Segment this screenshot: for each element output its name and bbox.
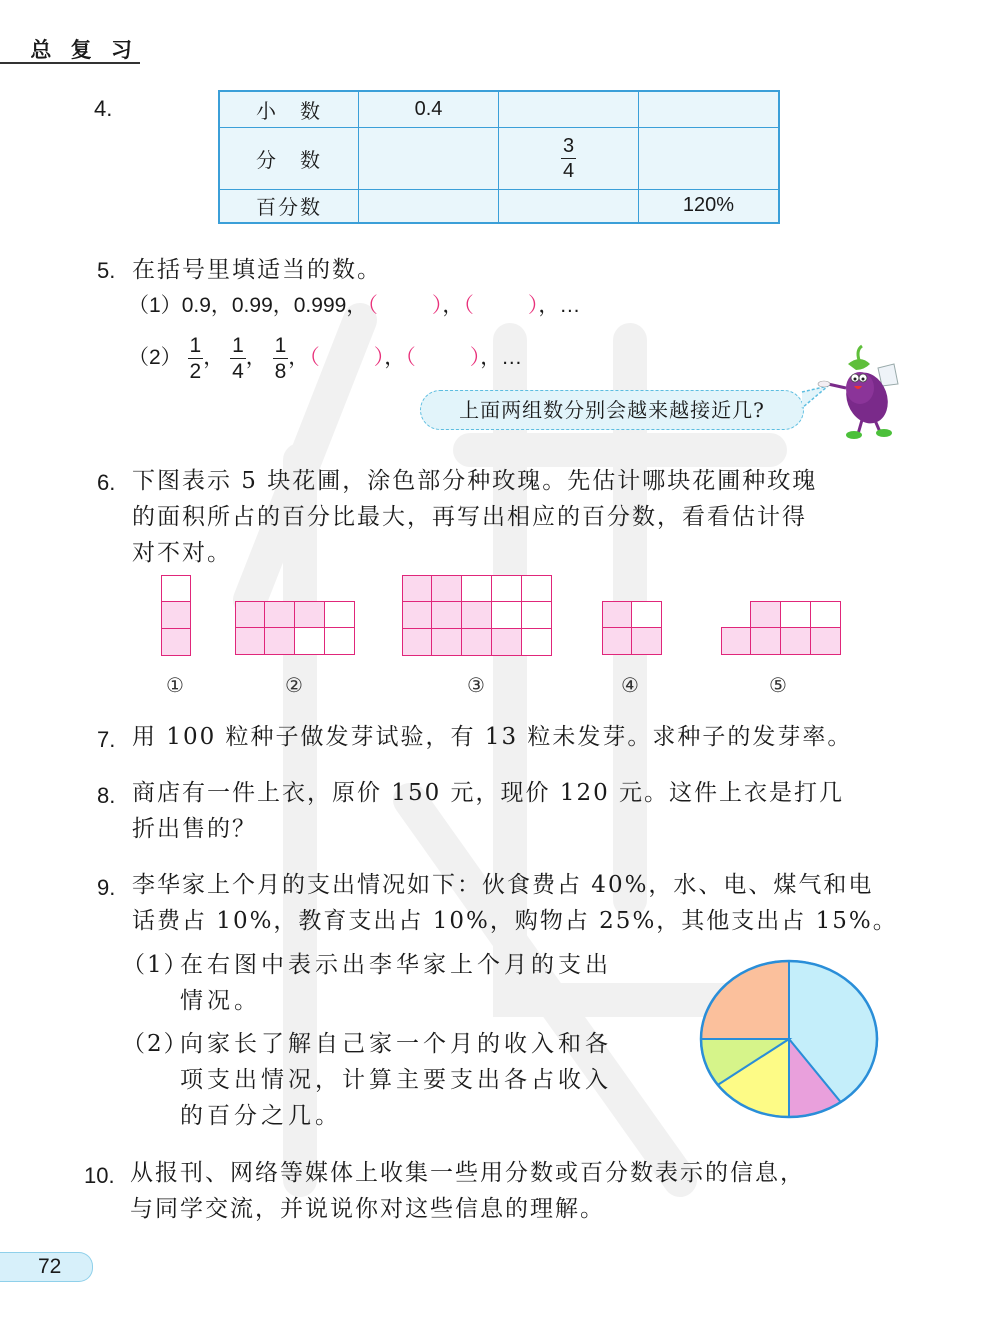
shaded-cell	[264, 627, 295, 655]
q9-part1-line-2: 情况。	[180, 988, 261, 1014]
unshaded-cell	[324, 601, 355, 628]
cell-fraction-2[interactable]	[499, 127, 639, 189]
expense-pie-chart[interactable]	[698, 958, 882, 1120]
q8-number: 8.	[97, 783, 116, 808]
section-title: 总 复 习	[30, 37, 138, 62]
shaded-cell	[402, 601, 432, 629]
q10-number: 10.	[84, 1163, 115, 1188]
q7-number: 7.	[97, 727, 116, 752]
numerator: 1	[189, 333, 202, 357]
q6-line-2: 的面积所占的百分比最大，再写出相应的百分数，看看估计得	[132, 504, 807, 530]
close-paren: ）	[431, 294, 443, 317]
q5-part2	[128, 333, 522, 383]
cell-percent-2[interactable]	[499, 189, 639, 223]
comma: ，	[384, 346, 406, 369]
comma: ，	[538, 294, 560, 317]
page-number-badge	[0, 1252, 93, 1282]
q5-part1	[128, 287, 580, 325]
garden-label-3: ③	[467, 673, 485, 697]
cell-percent-1[interactable]	[359, 189, 499, 223]
q9-part1-label: （1）	[122, 952, 189, 978]
q5-number: 5.	[97, 258, 116, 283]
denominator: 4	[232, 359, 244, 383]
q10-line-1: 从报刊、网络等媒体上收集一些用分数或百分数表示的信息，	[130, 1160, 805, 1186]
q9-part2-line-2: 项支出情况，计算主要支出各占收入	[180, 1067, 612, 1093]
cell-decimal-2[interactable]	[499, 91, 639, 127]
row-label-fraction: 分 数	[219, 127, 359, 189]
unshaded-cell	[780, 601, 811, 628]
garden-label-2: ②	[285, 673, 303, 697]
row-label-decimal: 小 数	[219, 91, 359, 127]
q8-line-2: 折出售的？	[132, 816, 257, 842]
comma: ，	[288, 346, 310, 369]
shaded-cell	[431, 601, 462, 629]
q9-part2-label: （2）	[122, 1031, 189, 1057]
table-row	[219, 91, 779, 127]
q9-part2-line-1: 向家长了解自己家一个月的收入和各	[180, 1031, 612, 1057]
eggplant-mascot-icon	[812, 340, 912, 440]
unshaded-cell	[521, 601, 552, 629]
shaded-cell	[491, 628, 522, 656]
q4-number: 4.	[94, 96, 113, 121]
q6-line-3: 对不对。	[132, 540, 232, 566]
q6-line-1: 下图表示 5 块花圃，涂色部分种玫瑰。先估计哪块花圃种玫瑰	[132, 468, 818, 494]
unshaded-cell	[810, 601, 841, 628]
shaded-cell	[750, 627, 781, 655]
shaded-cell	[294, 601, 325, 628]
cell-fraction-1[interactable]	[359, 127, 499, 189]
garden-label-1: ①	[166, 673, 184, 697]
q5-title: 在括号里填适当的数。	[132, 257, 382, 283]
garden-label-5: ⑤	[769, 673, 787, 697]
table-row	[219, 189, 779, 223]
comma: ，	[203, 346, 225, 369]
shaded-cell	[431, 575, 462, 602]
comma: ，	[442, 294, 464, 317]
shaded-cell	[810, 627, 841, 655]
fraction-eighth	[273, 335, 289, 382]
part1-sequence: 0.9，0.99，0.999，	[181, 294, 368, 317]
shaded-cell	[461, 601, 492, 629]
part1-label: （1）	[128, 294, 182, 317]
ellipsis: …	[559, 294, 581, 317]
denominator: 4	[562, 159, 575, 182]
open-paren: （	[463, 294, 474, 317]
hint-text: 上面两组数分别会越来越接近几?	[459, 398, 765, 422]
shaded-cell	[721, 627, 751, 655]
fraction-half	[188, 335, 204, 382]
cell-decimal-3[interactable]	[639, 91, 780, 127]
numerator: 1	[232, 333, 244, 357]
fraction-quarter	[230, 335, 246, 382]
shaded-cell	[235, 627, 265, 655]
shaded-cell	[602, 601, 632, 628]
row-label-percent: 百分数	[219, 189, 359, 223]
shaded-cell	[602, 627, 632, 655]
unshaded-cell	[521, 575, 552, 602]
comma: ，	[480, 346, 502, 369]
unshaded-cell	[631, 601, 662, 628]
shaded-cell	[780, 627, 811, 655]
hint-speech-bubble	[420, 390, 804, 430]
shaded-cell	[431, 628, 462, 656]
unshaded-cell	[161, 575, 191, 602]
cell-fraction-3[interactable]	[639, 127, 780, 189]
unshaded-cell	[491, 601, 522, 629]
table-row	[219, 127, 779, 189]
unshaded-cell	[521, 628, 552, 656]
q9-part1-line-1: 在右图中表示出李华家上个月的支出	[180, 952, 612, 978]
shaded-cell	[402, 628, 432, 656]
shaded-cell	[461, 628, 492, 656]
page-number: 72	[38, 1255, 62, 1278]
close-paren: ）	[373, 346, 385, 369]
open-paren: （	[405, 346, 416, 369]
shaded-cell	[750, 601, 781, 628]
q9-part2-line-3: 的百分之几。	[180, 1103, 342, 1129]
denominator: 8	[274, 359, 287, 383]
shaded-cell	[235, 601, 265, 628]
q10-line-2: 与同学交流，并说说你对这些信息的理解。	[130, 1196, 605, 1222]
shaded-cell	[161, 628, 191, 656]
denominator: 2	[189, 359, 202, 383]
ellipsis: …	[501, 346, 523, 369]
shaded-cell	[402, 575, 432, 602]
cell-decimal-1[interactable]: 0.4	[359, 91, 499, 127]
q9-line-2: 话费占 10%，教育支出占 10%，购物占 25%，其他支出占 15%。	[132, 908, 898, 934]
open-paren: （	[309, 346, 320, 369]
q8-line-1: 商店有一件上衣，原价 150 元，现价 120 元。这件上衣是打几	[132, 780, 845, 806]
comma: ，	[245, 346, 267, 369]
unshaded-cell	[461, 575, 492, 602]
part2-label: （2）	[128, 346, 182, 369]
cell-percent-3[interactable]: 120%	[639, 189, 780, 223]
shaded-cell	[264, 601, 295, 628]
q9-number: 9.	[97, 875, 116, 900]
q7-text: 用 100 粒种子做发芽试验，有 13 粒未发芽。求种子的发芽率。	[132, 724, 853, 750]
section-header	[0, 34, 140, 64]
garden-label-4: ④	[621, 673, 639, 697]
q9-line-1: 李华家上个月的支出情况如下：伙食费占 40%，水、电、煤气和电	[132, 872, 874, 898]
q6-number: 6.	[97, 470, 116, 495]
open-paren: （	[367, 294, 378, 317]
close-paren: ）	[469, 346, 481, 369]
close-paren: ）	[527, 294, 539, 317]
conversion-table	[218, 90, 780, 224]
shaded-cell	[161, 601, 191, 629]
shaded-cell	[631, 627, 662, 655]
numerator: 1	[274, 333, 287, 357]
unshaded-cell	[294, 627, 325, 655]
fraction-value	[561, 136, 576, 181]
unshaded-cell	[324, 627, 355, 655]
numerator: 3	[562, 134, 575, 157]
unshaded-cell	[491, 575, 522, 602]
